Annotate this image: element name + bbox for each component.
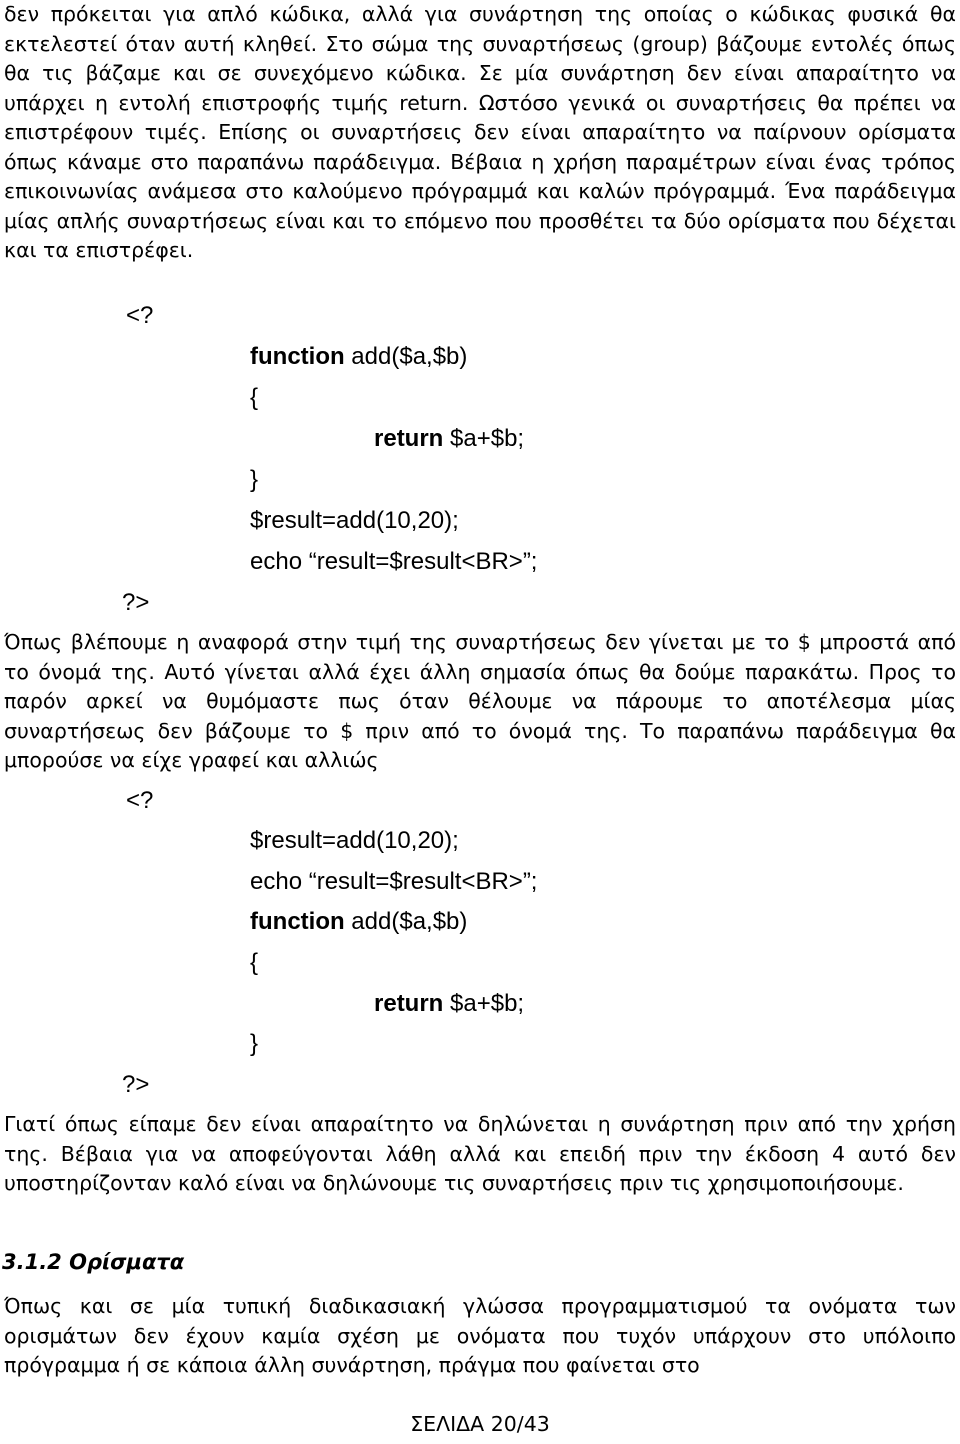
paragraph-arguments: Όπως και σε μία τυπική διαδικασιακή γλώσσα προγραμματισμού τα ονόματα των ορισμάτων δεν έχουν καμία σχέση με ονόματα που τυχόν υπάρχουν στο υπόλοιπο πρόγραμμα ή σε κάποια άλλη συνάρτηση, πράγμα που φαίνεται στο [4,1294,956,1377]
code2-function-declaration [250,907,467,937]
paragraph-declaration-order: Γιατί όπως είπαμε δεν είναι απαραίτητο να δηλώνεται η συνάρτηση πριν από την χρήση της. Βέβαια για να αποφεύγονται λάθη αλλά και επειδή πριν την έκδοση 4 αυτό δεν υποστηρίζονταν καλό είναι να δηλώνουμε τις συναρτήσεις πριν τις χρησιμοποιήσουμε. [4,1112,956,1195]
code-return-statement [374,424,524,454]
paragraph-function-reference: Όπως βλέπουμε η αναφορά στην τιμή της συναρτήσεως δεν γίνεται με το $ μπροστά από το όνομά της. Αυτό γίνεται αλλά έχει άλλη σημασία όπως θα δούμε παρακάτω. Προς το παρόν αρκεί να θυμόμαστε πως όταν θέλουμε να πάρουμε το αποτέλεσμα μίας συναρτήσεως δεν βάζουμε το $ πριν από το όνομά της. Το παραπάνω παράδειγμα θα μπορούσε να είχε γραφεί και αλλιώς [4,630,956,772]
code2-open-tag: <? [126,787,154,814]
code2-close-tag: ?> [122,1071,150,1098]
code2-return-expression: $a+$b; [443,990,525,1017]
code2-return-keyword: return [374,990,444,1017]
page-number-footer: ΣΕΛΙΔΑ 20/43 [410,1412,550,1436]
section-heading: 3.1.2 Ορίσματα [2,1250,185,1274]
code-return-expression: $a+$b; [443,425,525,452]
code-brace-close: } [250,466,259,493]
code2-function-keyword: function [250,908,345,935]
code-result-assignment: $result=add(10,20); [250,507,459,534]
paragraph-functions-intro: δεν πρόκειται για απλό κώδικα, αλλά για συνάρτηση της οποίας ο κώδικας φυσικά θα εκτελεστεί όταν αυτή κληθεί. Στο σώμα της συναρτήσεως (group) βάζουμε εντολές όπως θα τις βάζαμε και σε συνεχόμενο κώδικα. Σε μία συνάρτηση δεν είναι απαραίτητο να υπάρχει η εντολή επιστροφής τιμής return. Ωστόσο γενικά οι συναρτήσεις θα πρέπει να επιστρέφουν τιμές. Επίσης οι συναρτήσεις δεν είναι απαραίτητο να παίρνουν ορίσματα όπως κάναμε στο παραπάνω παράδειγμα. Βέβαια η χρήση παραμέτρων είναι ένας τρόπος επικοινωνίας ανάμεσα στο καλούμενο πρόγραμμά και καλών πρόγραμμά. Ένα παράδειγμα μίας απλής συναρτήσεως είναι και το επόμενο που προσθέτει τα δύο ορίσματα που δέχεται και τα επιστρέφει. [4,2,956,262]
code-brace-open: { [250,384,259,411]
code2-brace-close: } [250,1030,259,1057]
code2-return-statement [374,989,524,1019]
code2-result-assignment: $result=add(10,20); [250,827,459,854]
code-echo-statement: echo “result=$result<BR>”; [250,548,538,575]
code-function-declaration [250,342,467,372]
code-return-keyword: return [374,425,444,452]
code-function-keyword: function [250,343,345,370]
code-close-tag: ?> [122,589,150,616]
code2-function-signature: add($a,$b) [344,908,468,935]
code2-brace-open: { [250,949,259,976]
code-open-tag: <? [126,302,154,329]
code2-echo-statement: echo “result=$result<BR>”; [250,868,538,895]
code-function-signature: add($a,$b) [344,343,468,370]
